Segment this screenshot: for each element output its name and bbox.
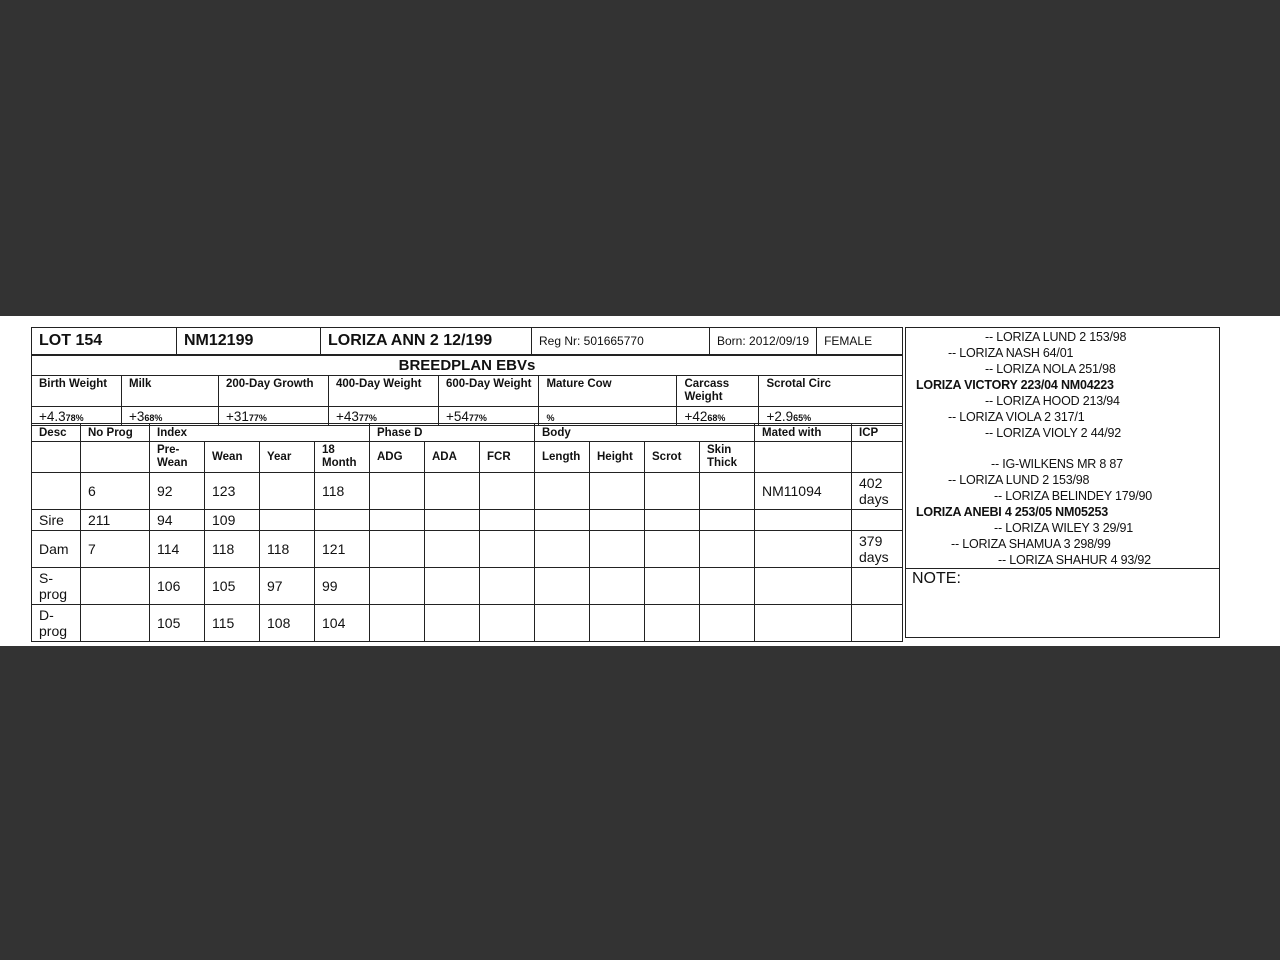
- lot-main-panel: [31, 327, 903, 638]
- ebv-accuracy: 77%: [468, 412, 487, 423]
- ebv-label: Birth Weight: [32, 376, 122, 407]
- cell-prewean: 94: [150, 510, 205, 531]
- ebv-value: +31: [226, 408, 249, 424]
- sub-ada: ADA: [425, 442, 480, 473]
- reg-number: Reg Nr: 501665770: [532, 328, 710, 355]
- ebv-label: Carcass Weight: [677, 376, 759, 407]
- col-no-prog: No Prog: [81, 424, 150, 442]
- sub-scrot: Scrot: [645, 442, 700, 473]
- cell-desc: Dam: [32, 531, 81, 568]
- sub-empty: [81, 442, 150, 473]
- cell-noprog: 7: [81, 531, 150, 568]
- performance-table: [31, 423, 903, 642]
- lot-number: LOT 154: [32, 328, 177, 355]
- sub-18-month: 18 Month: [315, 442, 370, 473]
- cell-empty: [590, 568, 645, 605]
- ebv-table: [31, 375, 903, 426]
- animal-id: NM12199: [177, 328, 321, 355]
- pedigree-panel: [905, 327, 1220, 638]
- cell-empty: [700, 531, 755, 568]
- col-body: Body: [535, 424, 755, 442]
- cell-empty: [425, 531, 480, 568]
- cell-empty: [480, 531, 535, 568]
- table-row: [32, 605, 903, 642]
- pedigree-ancestor: -- LORIZA LUND 2 153/98: [985, 330, 1127, 344]
- cell-desc: S- prog: [32, 568, 81, 605]
- cell-empty: [590, 510, 645, 531]
- cell-empty: [425, 568, 480, 605]
- sub-wean: Wean: [205, 442, 260, 473]
- cell-prewean: 106: [150, 568, 205, 605]
- table-row: [32, 568, 903, 605]
- lot-card: [0, 316, 1280, 646]
- ebv-accuracy: 78%: [65, 412, 84, 423]
- ebv-accuracy: 77%: [358, 412, 377, 423]
- pedigree-ancestor: -- LORIZA VIOLY 2 44/92: [985, 426, 1121, 440]
- ebv-value: +3: [129, 408, 145, 424]
- cell-mated: [755, 531, 852, 568]
- cell-empty: [590, 605, 645, 642]
- pedigree-ancestor: -- LORIZA NASH 64/01: [948, 346, 1074, 360]
- cell-empty: [480, 510, 535, 531]
- col-icp: ICP: [852, 424, 903, 442]
- table-row: [32, 510, 903, 531]
- note-label: NOTE:: [912, 570, 961, 587]
- ebv-value: +54: [446, 408, 469, 424]
- cell-mated: [755, 510, 852, 531]
- pedigree-tree: [906, 328, 1219, 569]
- cell-year: 118: [260, 531, 315, 568]
- cell-empty: [480, 473, 535, 510]
- cell-empty: [645, 568, 700, 605]
- lot-header-table: [31, 327, 903, 355]
- cell-mated: [755, 568, 852, 605]
- cell-icp: 402 days: [852, 473, 903, 510]
- pedigree-ancestor: -- LORIZA WILEY 3 29/91: [994, 521, 1133, 535]
- sub-empty: [32, 442, 81, 473]
- cell-empty: [700, 568, 755, 605]
- ebv-label: 600-Day Weight: [439, 376, 539, 407]
- cell-empty: [370, 473, 425, 510]
- ebv-label: 400-Day Weight: [329, 376, 439, 407]
- cell-empty: [700, 605, 755, 642]
- cell-m18: 118: [315, 473, 370, 510]
- cell-icp: [852, 510, 903, 531]
- cell-noprog: [81, 568, 150, 605]
- col-desc: Desc: [32, 424, 81, 442]
- cell-empty: [535, 531, 590, 568]
- ebv-label: Mature Cow: [539, 376, 677, 407]
- ebv-accuracy: 68%: [707, 412, 726, 423]
- cell-empty: [535, 605, 590, 642]
- sub-adg: ADG: [370, 442, 425, 473]
- cell-wean: 115: [205, 605, 260, 642]
- pedigree-ancestor: -- LORIZA SHAMUA 3 298/99: [951, 537, 1111, 551]
- pedigree-ancestor: -- LORIZA SHAHUR 4 93/92: [998, 553, 1151, 567]
- cell-empty: [480, 605, 535, 642]
- ebv-accuracy: 68%: [144, 412, 163, 423]
- cell-year: [260, 473, 315, 510]
- col-index: Index: [150, 424, 370, 442]
- ebv-label: 200-Day Growth: [219, 376, 329, 407]
- pedigree-ancestor: -- LORIZA BELINDEY 179/90: [994, 489, 1153, 503]
- pedigree-ancestor: -- LORIZA NOLA 251/98: [985, 362, 1116, 376]
- col-phase-d: Phase D: [370, 424, 535, 442]
- sub-empty: [852, 442, 903, 473]
- sub-pre-wean: Pre- Wean: [150, 442, 205, 473]
- cell-empty: [370, 510, 425, 531]
- cell-desc: [32, 473, 81, 510]
- sub-empty: [755, 442, 852, 473]
- ebv-value: +2.9: [766, 408, 794, 424]
- cell-wean: 123: [205, 473, 260, 510]
- sub-skin-thick: Skin Thick: [700, 442, 755, 473]
- table-row: [32, 473, 903, 510]
- cell-desc: D- prog: [32, 605, 81, 642]
- cell-prewean: 105: [150, 605, 205, 642]
- cell-m18: 104: [315, 605, 370, 642]
- sub-length: Length: [535, 442, 590, 473]
- cell-noprog: [81, 605, 150, 642]
- cell-empty: [590, 473, 645, 510]
- cell-empty: [700, 473, 755, 510]
- cell-year: 97: [260, 568, 315, 605]
- pedigree-ancestor: -- IG-WILKENS MR 8 87: [991, 457, 1123, 471]
- cell-m18: 121: [315, 531, 370, 568]
- cell-empty: [425, 605, 480, 642]
- animal-name: LORIZA ANN 2 12/199: [321, 328, 532, 355]
- cell-empty: [645, 473, 700, 510]
- cell-noprog: 6: [81, 473, 150, 510]
- cell-empty: [645, 531, 700, 568]
- cell-empty: [535, 568, 590, 605]
- pedigree-parent: LORIZA VICTORY 223/04 NM04223: [916, 378, 1114, 392]
- breedplan-title-table: [31, 355, 903, 375]
- cell-m18: 99: [315, 568, 370, 605]
- table-row: [32, 531, 903, 568]
- cell-empty: [535, 510, 590, 531]
- cell-empty: [535, 473, 590, 510]
- sub-height: Height: [590, 442, 645, 473]
- cell-wean: 118: [205, 531, 260, 568]
- cell-prewean: 114: [150, 531, 205, 568]
- birth-date: Born: 2012/09/19: [710, 328, 817, 355]
- ebv-accuracy: 77%: [248, 412, 267, 423]
- cell-wean: 109: [205, 510, 260, 531]
- pedigree-ancestor: -- LORIZA HOOD 213/94: [985, 394, 1120, 408]
- cell-empty: [370, 605, 425, 642]
- pedigree-ancestor: -- LORIZA VIOLA 2 317/1: [948, 410, 1085, 424]
- ebv-value: +42: [684, 408, 708, 424]
- cell-noprog: 211: [81, 510, 150, 531]
- col-mated-with: Mated with: [755, 424, 852, 442]
- cell-icp: [852, 568, 903, 605]
- cell-empty: [425, 473, 480, 510]
- cell-empty: [590, 531, 645, 568]
- cell-m18: [315, 510, 370, 531]
- cell-mated: [755, 605, 852, 642]
- breedplan-title: BREEDPLAN EBVs: [32, 356, 903, 376]
- sub-fcr: FCR: [480, 442, 535, 473]
- cell-mated: NM11094: [755, 473, 852, 510]
- cell-icp: [852, 605, 903, 642]
- sex-label: FEMALE: [817, 328, 903, 355]
- cell-year: 108: [260, 605, 315, 642]
- sub-year: Year: [260, 442, 315, 473]
- cell-icp: 379 days: [852, 531, 903, 568]
- cell-empty: [480, 568, 535, 605]
- cell-empty: [425, 510, 480, 531]
- ebv-accuracy: %: [546, 412, 555, 423]
- cell-year: [260, 510, 315, 531]
- cell-empty: [370, 531, 425, 568]
- cell-wean: 105: [205, 568, 260, 605]
- cell-empty: [645, 605, 700, 642]
- ebv-label: Scrotal Circ: [759, 376, 903, 407]
- cell-desc: Sire: [32, 510, 81, 531]
- ebv-accuracy: 65%: [793, 412, 812, 423]
- pedigree-parent: LORIZA ANEBI 4 253/05 NM05253: [916, 505, 1108, 519]
- ebv-value: +43: [336, 408, 359, 424]
- cell-empty: [370, 568, 425, 605]
- cell-empty: [700, 510, 755, 531]
- pedigree-ancestor: -- LORIZA LUND 2 153/98: [948, 473, 1090, 487]
- cell-prewean: 92: [150, 473, 205, 510]
- cell-empty: [645, 510, 700, 531]
- ebv-label: Milk: [122, 376, 219, 407]
- ebv-value: +4.3: [39, 408, 66, 424]
